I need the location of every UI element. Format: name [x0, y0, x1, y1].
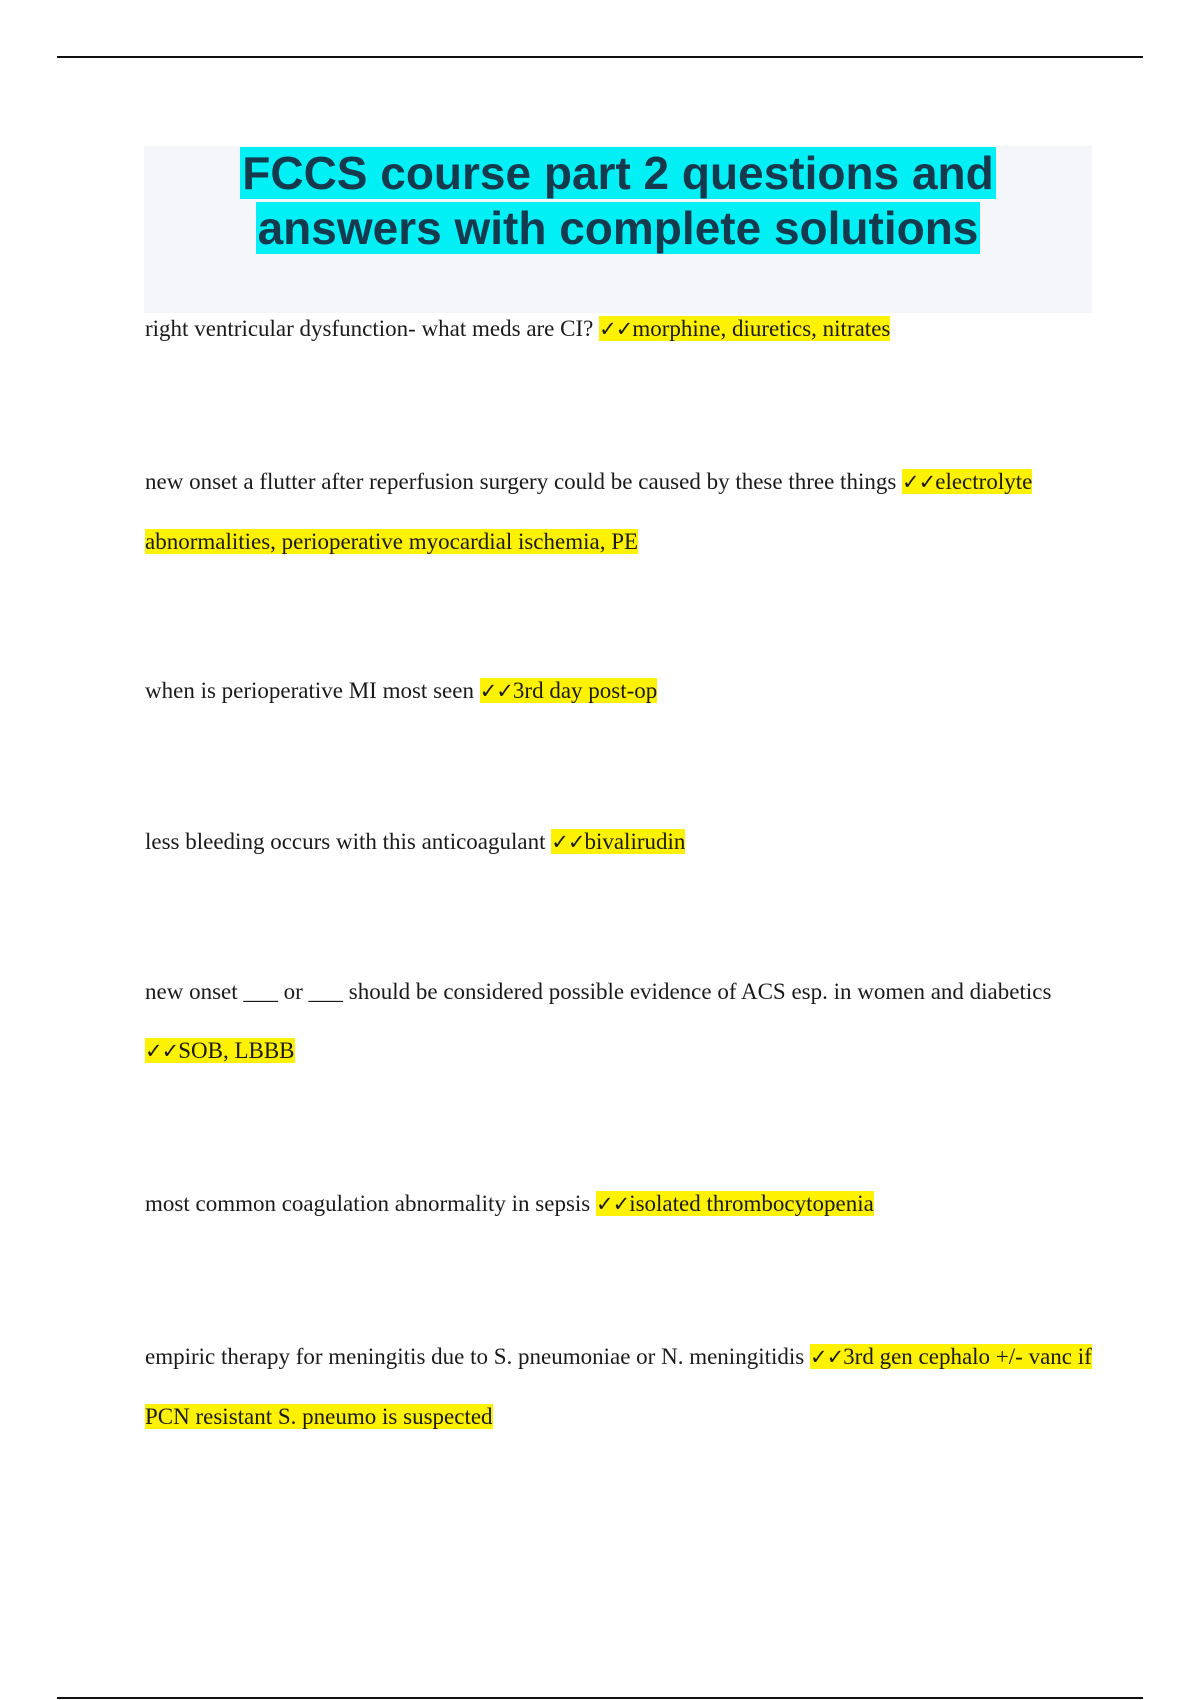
qa-item	[145, 1174, 1105, 1234]
question-text: right ventricular dysfunction- what meds are CI?	[145, 316, 594, 341]
answer-highlight	[551, 829, 685, 854]
double-check-icon: ✓✓	[599, 317, 633, 341]
question-text: less bleeding occurs with this anticoagulant	[145, 829, 546, 854]
answer-text: 3rd gen cephalo +/- vanc if PCN resistant S. pneumo is suspected	[145, 1344, 1092, 1429]
page-title	[144, 146, 1092, 256]
answer-highlight	[145, 1038, 295, 1063]
double-check-icon: ✓✓	[551, 830, 585, 854]
double-check-icon: ✓✓	[596, 1192, 630, 1216]
answer-text: isolated thrombocytopenia	[629, 1191, 874, 1216]
answer-highlight	[596, 1191, 874, 1216]
answer-highlight	[480, 678, 658, 703]
title-line-1: FCCS course part 2 questions and	[242, 147, 994, 199]
title-block	[144, 146, 1092, 313]
question-text: when is perioperative MI most seen	[145, 678, 474, 703]
qa-item	[145, 452, 1105, 571]
qa-item	[145, 1327, 1105, 1446]
answer-text: bivalirudin	[584, 829, 686, 854]
double-check-icon: ✓✓	[145, 1039, 179, 1063]
question-text: new onset a flutter after reperfusion surgery could be caused by these three things	[145, 469, 897, 494]
question-text: new onset ___ or ___ should be considered possible evidence of ACS esp. in women and diabetics	[145, 979, 1052, 1004]
double-check-icon: ✓✓	[809, 1345, 844, 1369]
footer-rule	[57, 1697, 1143, 1699]
answer-text: morphine, diuretics, nitrates	[632, 316, 891, 341]
question-text: empiric therapy for meningitis due to S. pneumoniae or N. meningitidis	[145, 1344, 805, 1369]
double-check-icon: ✓✓	[902, 470, 936, 494]
header-rule	[57, 56, 1143, 58]
qa-item	[145, 661, 1105, 721]
answer-highlight	[599, 316, 890, 341]
qa-item	[145, 962, 1105, 1081]
double-check-icon: ✓✓	[479, 679, 513, 703]
question-text: most common coagulation abnormality in sepsis	[145, 1191, 591, 1216]
title-line-2: answers with complete solutions	[257, 202, 979, 254]
answer-text: electrolyte abnormalities, perioperative myocardial ischemia, PE	[145, 469, 1033, 554]
answer-text: 3rd day post-op	[512, 678, 658, 703]
qa-item	[145, 299, 1105, 359]
qa-item	[145, 812, 1105, 872]
answer-text: SOB, LBBB	[178, 1038, 295, 1063]
